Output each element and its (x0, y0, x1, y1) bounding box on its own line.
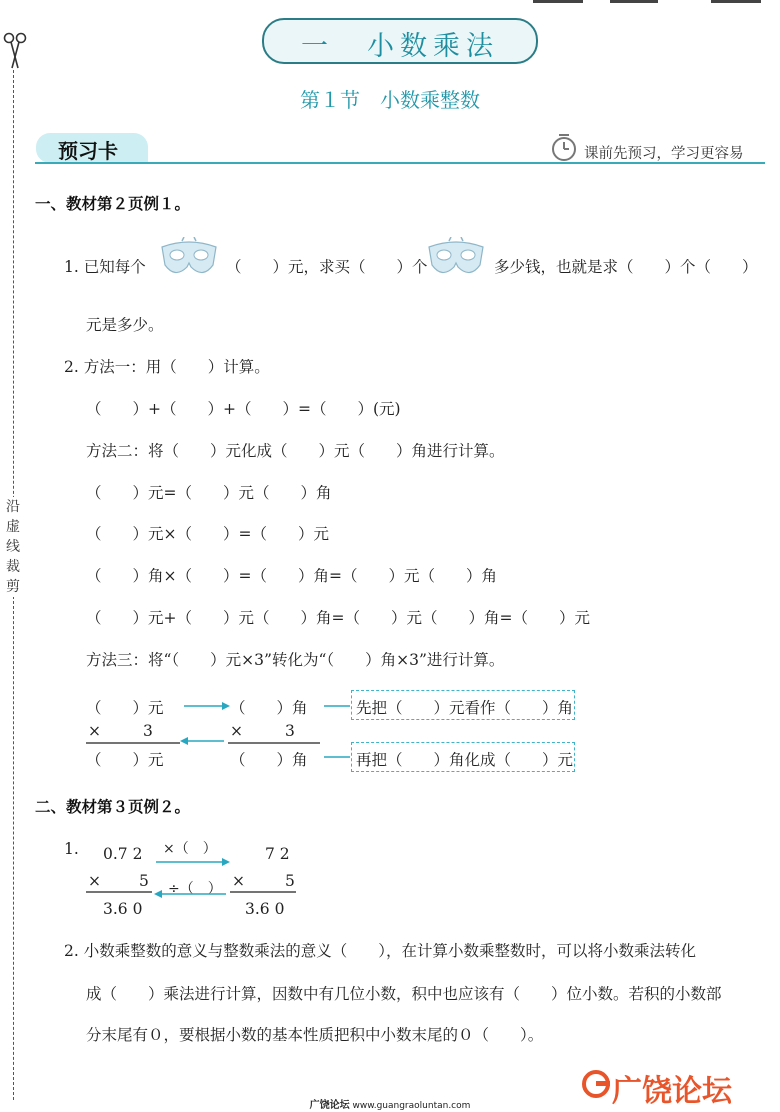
diagram-left-times: × (88, 722, 101, 740)
diagram-right-three: 3 (285, 722, 295, 740)
calc-right-times: × (232, 872, 245, 890)
cut-text-char: 线 (6, 539, 20, 555)
chapter-title-box (262, 18, 538, 64)
method2-line2: （ ）元×（ ）=（ ）元 (86, 525, 329, 543)
calc-left-five: 5 (139, 872, 149, 890)
cut-text-char: 虚 (6, 519, 20, 535)
calc-left-times: × (88, 872, 101, 890)
s2-q1-number: 1. (64, 840, 79, 858)
mask-icon (158, 237, 220, 281)
hint-box-1-text: 先把（ ）元看作（ ）角 (356, 699, 574, 717)
logo-icon (580, 1068, 612, 1100)
section-2-heading: 二、教材第３页例２。 (35, 798, 191, 816)
s2-q2-line3: 分末尾有０，要根据小数的基本性质把积中小数末尾的０（ ）。 (86, 1026, 544, 1044)
arrow-bottom-label: ÷（ ） (168, 881, 222, 897)
q2-label: 2. 方法一：用（ ）计算。 (64, 358, 270, 376)
q1-part2: （ ）元，求买（ ）个 (226, 258, 428, 276)
hint-box-2-text: 再把（ ）角化成（ ）元 (356, 751, 574, 769)
diagram-left-top: （ ）元 (86, 699, 164, 717)
cut-instruction (3, 497, 23, 597)
diagram-right-bottom: （ ）角 (230, 751, 308, 769)
site-logo: 广饶论坛 (612, 1074, 732, 1109)
cut-text-char: 剪 (6, 579, 20, 595)
cut-text-char: 沿 (6, 499, 20, 515)
top-border (610, 0, 658, 3)
diagram-left-bottom: （ ）元 (86, 751, 164, 769)
q1-part3: 多少钱，也就是求（ ）个（ ） (494, 258, 758, 276)
banner-tab-label: 预习卡 (58, 139, 118, 163)
q1-line2: 元是多少。 (86, 316, 164, 334)
method3-label: 方法三：将“（ ）元×3”转化为“（ ）角×3”进行计算。 (86, 651, 505, 669)
diagram-right-top: （ ）角 (230, 699, 308, 717)
q1-part1: 1. 已知每个 (64, 258, 146, 276)
calc-right-five: 5 (285, 872, 295, 890)
diagram-left-three: 3 (143, 722, 153, 740)
footer-text: 广饶论坛 (309, 1100, 350, 1111)
method2-line3: （ ）角×（ ）=（ ）角=（ ）元（ ）角 (86, 567, 497, 585)
s2-q2-line1: 2. 小数乘整数的意义与整数乘法的意义（ ），在计算小数乘整数时，可以将小数乘法转化 (64, 942, 696, 960)
calc-right-result: 3.6 0 (245, 900, 285, 918)
banner-note: 课前先预习，学习更容易 (584, 146, 744, 162)
mask-icon (425, 237, 487, 281)
footer-url: www.guangraoluntan.com (352, 1101, 471, 1111)
method2-line4: （ ）元+（ ）元（ ）角=（ ）元（ ）角=（ ）元 (86, 609, 590, 627)
scissors-icon (2, 30, 28, 70)
chapter-title: 一 小数乘法 (301, 31, 499, 62)
calc-left-result: 3.6 0 (103, 900, 143, 918)
method2-line1: （ ）元=（ ）元（ ）角 (86, 484, 332, 502)
cut-text-char: 裁 (6, 559, 20, 575)
diagram-right-times: × (230, 722, 243, 740)
diagram-lines (80, 690, 360, 780)
method1-expression: （ ）+（ ）+（ ）=（ ）(元) (86, 400, 401, 418)
clock-icon (549, 133, 579, 163)
top-border (533, 0, 583, 3)
calc-left-top: 0.7 2 (103, 845, 143, 863)
method2-label: 方法二：将（ ）元化成（ ）元（ ）角进行计算。 (86, 442, 505, 460)
calc-lines (80, 850, 310, 900)
arrow-top-label: ×（ ） (163, 841, 217, 857)
section-subtitle: 第１节 小数乘整数 (300, 88, 480, 112)
calc-right-top: 7 2 (265, 845, 290, 863)
top-border (711, 0, 761, 3)
s2-q2-line2: 成（ ）乘法进行计算，因数中有几位小数，积中也应该有（ ）位小数。若积的小数部 (86, 985, 722, 1003)
section-1-heading: 一、教材第２页例１。 (35, 195, 191, 213)
